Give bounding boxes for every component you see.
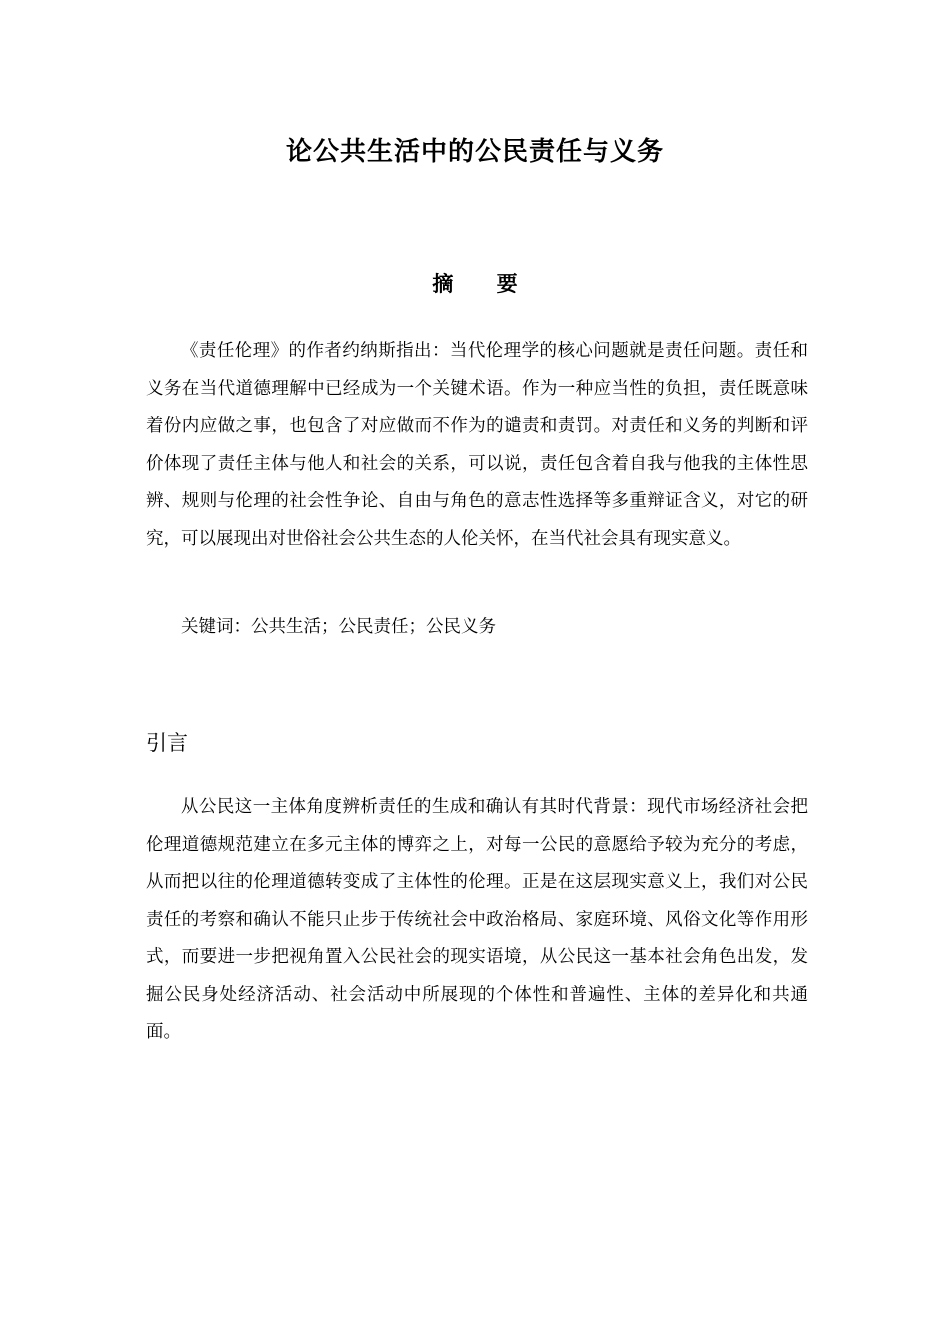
document-title: 论公共生活中的公民责任与义务 xyxy=(285,137,664,167)
abstract-heading: 摘 要 xyxy=(432,271,536,296)
abstract-paragraph: 《责任伦理》的作者约纳斯指出：当代伦理学的核心问题就是责任问题。责任和义务在当代道德理解中已经成为一个关键术语。作为一种应当性的负担，责任既意味着份内应做之事，也包含了对应做而不作为的谴责和责罚。对责任和义务的判断和评价体现了责任主体与他人和社会的关系，可以说，责任包含着自我与他我的主体性思辨、规则与伦理的社会性争论、自由与角色的意志性选择等多重辩证含义，对它的研究，可以展现出对世俗社会公共生态的人伦关怀，在当代社会具有现实意义。 xyxy=(146,341,808,549)
introduction-paragraph: 从公民这一主体角度辨析责任的生成和确认有其时代背景：现代市场经济社会把伦理道德规范建立在多元主体的博弈之上，对每一公民的意愿给予较为充分的考虑，从而把以往的伦理道德转变成了主体性的伦理。正是在这层现实意义上，我们对公民责任的考察和确认不能只止步于传统社会中政治格局、家庭环境、风俗文化等作用形式，而要进一步把视角置入公民社会的现实语境，从公民这一基本社会角色出发，发掘公民身处经济活动、社会活动中所展现的个体性和普遍性、主体的差异化和共通面。 xyxy=(146,797,808,1042)
introduction-heading: 引言 xyxy=(146,731,188,755)
keywords-line: 关键词：公共生活；公民责任；公民义务 xyxy=(181,617,496,637)
